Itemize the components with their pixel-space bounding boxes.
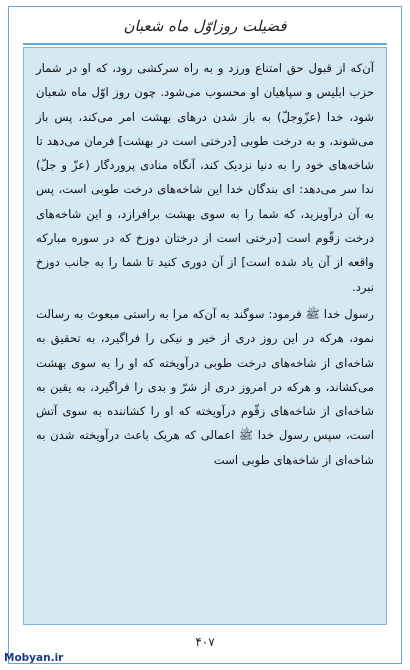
book-page [8, 6, 402, 664]
page-number: ۴۰۷ [195, 635, 215, 649]
page-header [9, 11, 401, 41]
paragraph-2: رسول خدا ﷺ فرمود: سوگند به آن‌که مرا به راستی مبعوث به رسالت نمود، هرکه در این روز دری از خیر و نیکی را فراگیرد، به تحقیق به شاخه‌ای از شاخه‌های درخت طوبی درآویخته که او را به سوی بهشت می‌کشاند، و هرکه در امروز دری از شرّ و بدی را فراگیرد، به یقین به شاخه‌ای از شاخه‌های زقّوم درآویخته که او را کشاننده به سوی آتش است، سپس رسول خدا ﷺ اعمالی که هریک باعث درآویخته شدن به شاخه‌ای از شاخه‌های طوبی است [36, 306, 374, 467]
text-panel [23, 47, 387, 625]
header-divider [23, 43, 387, 45]
page-title: فضیلت روزاوّل ماه شعبان [123, 17, 287, 35]
paragraph-1: آن‌که از قبول حق امتناع ورزد و به راه سرکشی رود، که او در شمار حزب ابلیس و سپاهیان او محسوب می‌شود. چون روز اوّل ماه شعبان شود، خدا (عزّوجلّ) به باز شدن درهای بهشت امر می‌کند، پس باز می‌شوند، و به درخت طوبی [درختی است در بهشت] فرمان می‌دهد تا شاخه‌های خود را به دنیا نزدیک کند، آنگاه منادی پروردگار (عزّ و جلّ) ندا سر می‌دهد: ای بندگان خدا این شاخه‌های درخت طوبی است، پس به آن درآویزید، که شما را به سوی بهشت برافرازد، و این شاخه‌های درخت زقّوم است [درختی است از درختان دوزخ که در سوره مبارکه واقعه از آن یاد شده است] از آن دوری کنید تا شما را به جانب دوزخ نبرد. [36, 61, 374, 294]
site-watermark: Mobyan.ir [4, 652, 64, 664]
